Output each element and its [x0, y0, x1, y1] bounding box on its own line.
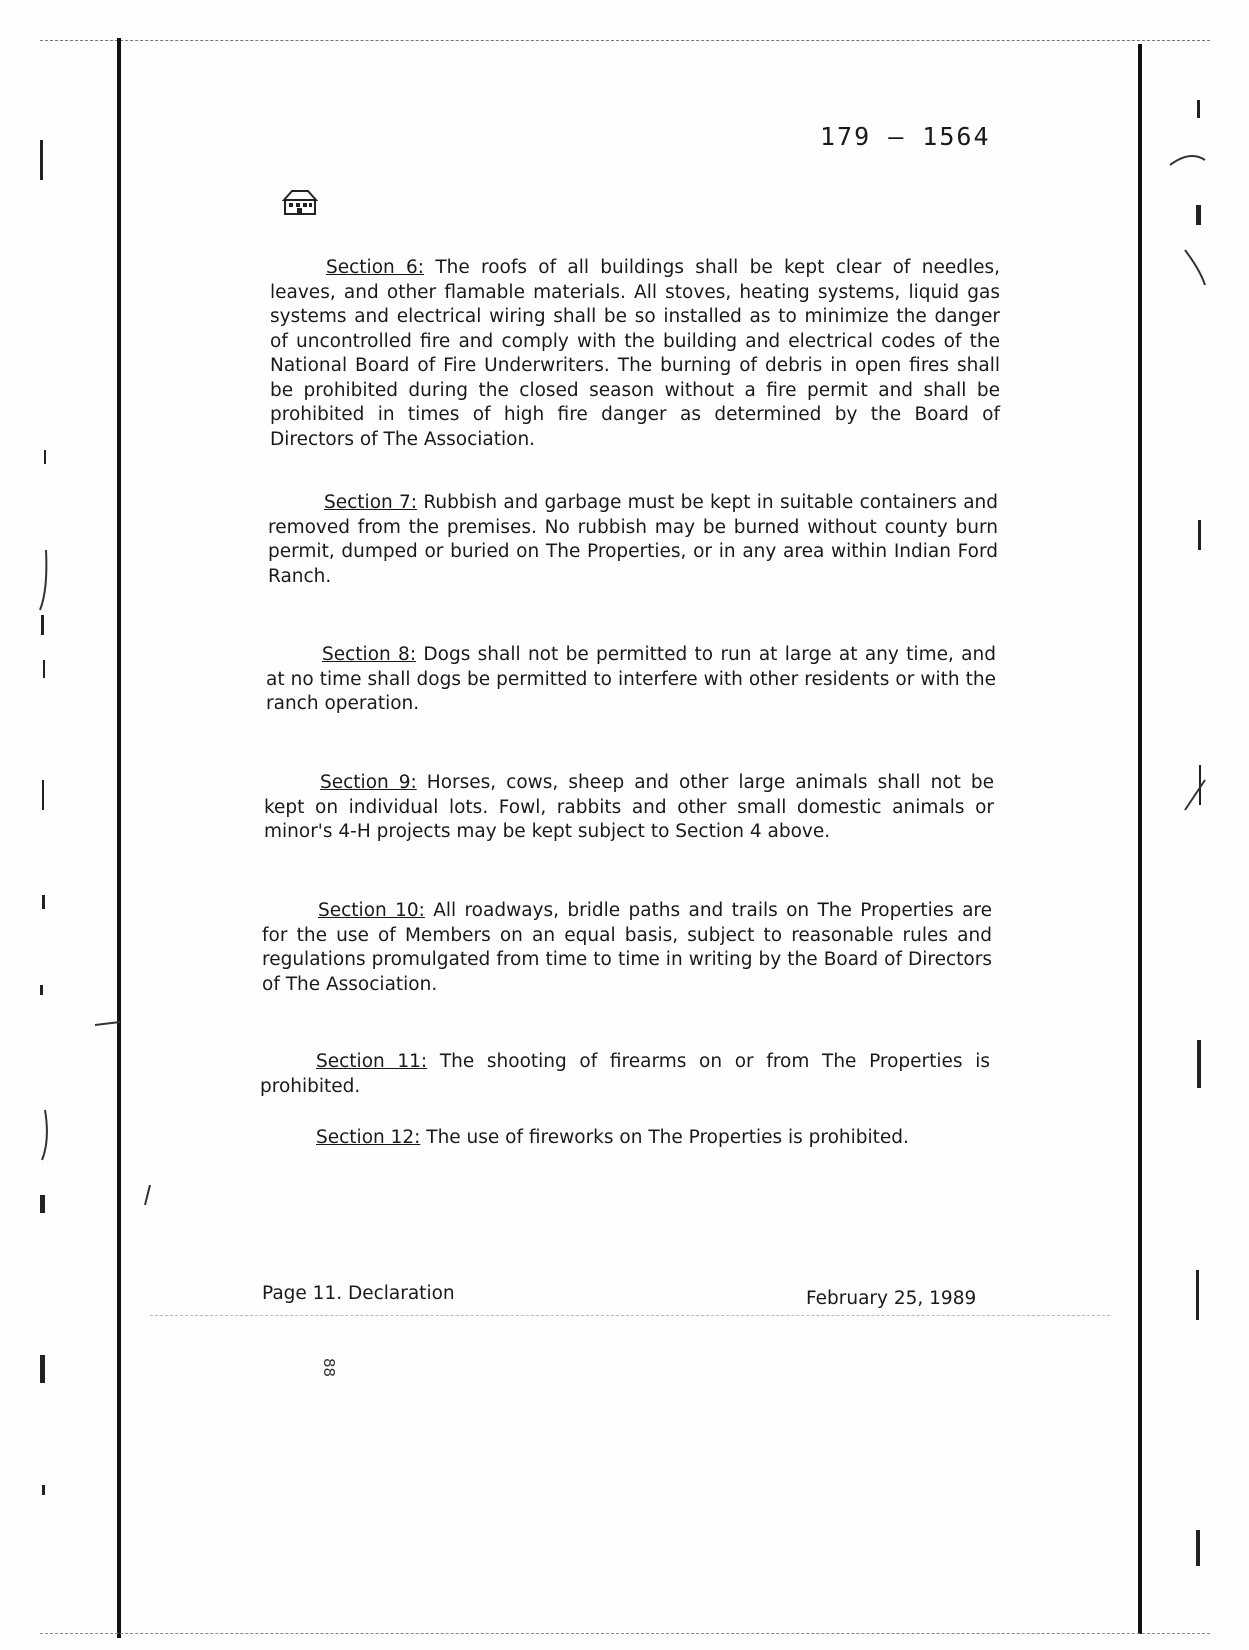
page-footer-date: February 25, 1989	[806, 1288, 977, 1309]
section-9-paragraph	[264, 771, 994, 845]
section-11-text: The shooting of firearms on or from The Properties is prohibited.	[260, 1051, 991, 1097]
section-8-paragraph	[266, 643, 996, 717]
page-stamp: 88	[320, 1358, 338, 1378]
section-12-text: The use of fireworks on The Properties is prohibited.	[420, 1127, 909, 1148]
section-6-heading: Section 6:	[326, 257, 425, 278]
section-8-heading: Section 8:	[322, 644, 417, 665]
section-10-text: All roadways, bridle paths and trails on The Properties are for the use of Members on an equal basis, subject to reasonable rules and regulations promulgated from time to time in writing by the Board of Directors of The Association.	[262, 900, 992, 995]
section-11-paragraph	[260, 1050, 990, 1099]
section-12-paragraph	[260, 1126, 990, 1151]
section-6-text: The roofs of all buildings shall be kept clear of needles, leaves, and other flamable materials. All stoves, heating systems, liquid gas systems and electrical wiring shall be so installed as to minimize the danger of uncontrolled fire and comply with the building and electrical codes of the National Board of Fire Underwriters. The burning of debris in open fires shall be prohibited during the closed season without a fire permit and shall be prohibited in times of high fire danger as determined by the Board of Directors of The Association.	[270, 257, 1001, 450]
section-11-heading: Section 11:	[316, 1051, 428, 1072]
page-footer-label: Page 11. Declaration	[262, 1283, 455, 1304]
section-7-paragraph	[268, 491, 998, 589]
section-7-text: Rubbish and garbage must be kept in suitable containers and removed from the premises. No rubbish may be burned without county burn permit, dumped or buried on The Properties, or in any area within Indian Ford Ranch.	[268, 492, 998, 587]
section-12-heading: Section 12:	[316, 1127, 421, 1148]
section-9-heading: Section 9:	[320, 772, 417, 793]
section-9-text: Horses, cows, sheep and other large animals shall not be kept on individual lots. Fowl, rabbits and other small domestic animals or minor's 4-H projects may be kept subject to Section 4 above.	[264, 772, 995, 842]
section-10-heading: Section 10:	[318, 900, 425, 921]
section-6-paragraph	[270, 256, 1000, 452]
house-icon	[280, 188, 320, 216]
section-7-heading: Section 7:	[324, 492, 418, 513]
section-10-paragraph	[262, 899, 992, 997]
section-8-text: Dogs shall not be permitted to run at large at any time, and at no time shall dogs be permitted to interfere with other residents or with the ranch operation.	[266, 644, 996, 714]
document-number: 179 — 1564	[820, 122, 991, 151]
